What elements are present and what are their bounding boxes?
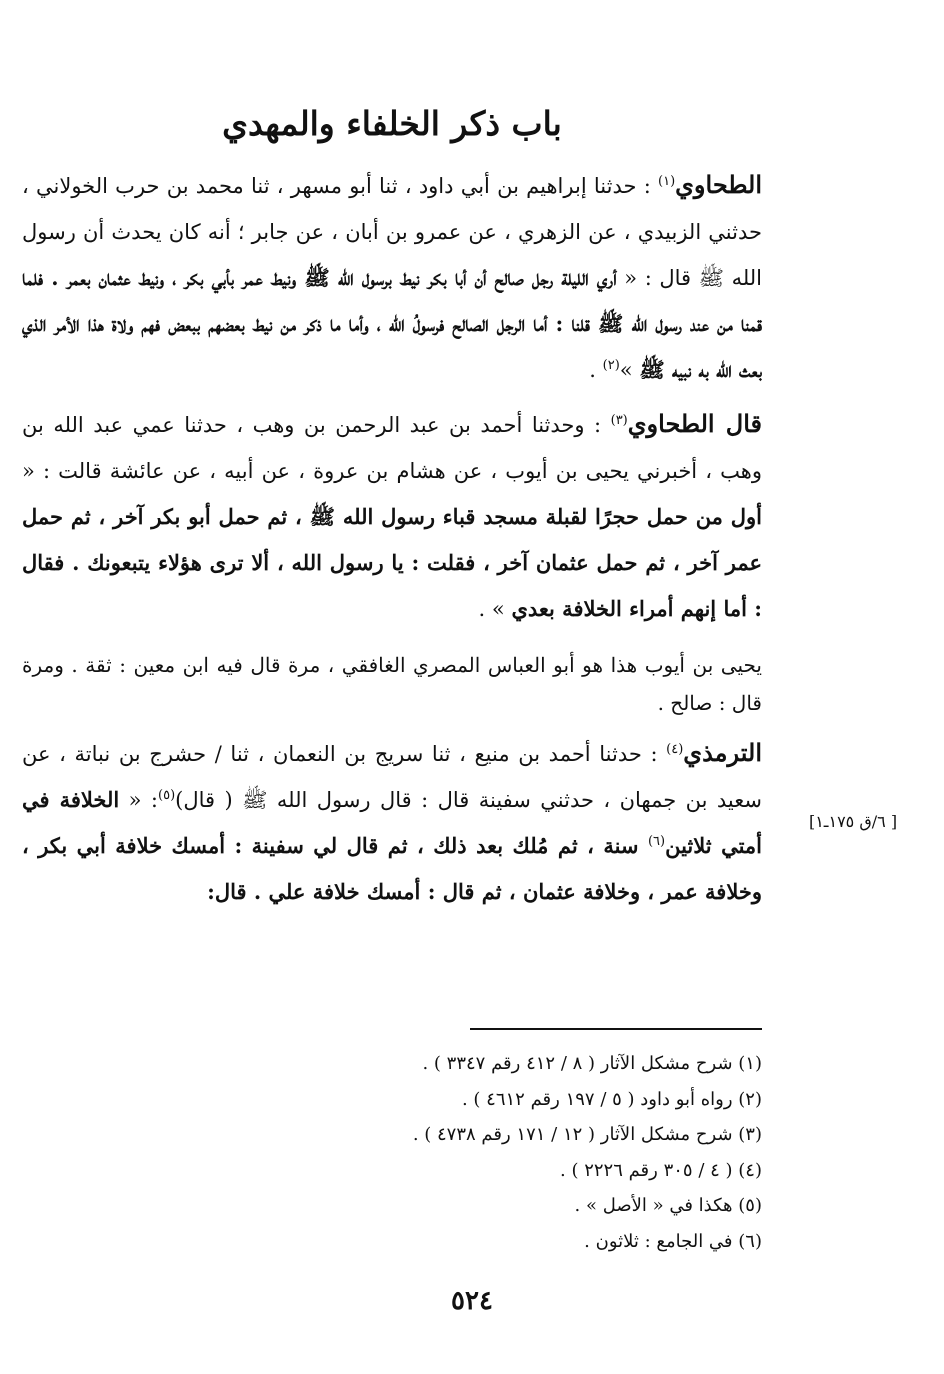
footnote-ref: (٢) [602,358,620,373]
paragraph-tahawi-1 [22,162,762,393]
footnote: (٦) في الجامع : ثلاثون . [584,1230,762,1252]
isnad-text: : حدثنا أحمد بن منيع ، ثنا سريج بن النعمان ، ثنا / حشرج بن نباتة ، عن سعيد بن جمهان ، حدثني سفينة قال : قال رسول الله ﷺ ( قال) [22,742,762,812]
footnote-ref: (٣) [610,413,628,428]
source-name: قال الطحاوي [627,409,762,438]
sentence-end: . [478,597,492,621]
footnote-ref: (٥) [158,788,176,803]
page-number: ٥٢٤ [451,1286,493,1316]
narrator-note: يحيى بن أيوب هذا هو أبو العباس المصري الغافقي ، مرة قال فيه ابن معين : ثقة . ومرة قال : صالح . [22,653,762,715]
isnad-text: : « [119,788,158,812]
footnote: (٥) هكذا في « الأصل » . [574,1195,762,1216]
footnote: (٤) ( ٤ / ٣٠٥ رقم ٢٢٢٦ ) . [560,1159,762,1181]
hadith-text: الخلافة في أمتي ثلاثين [22,787,762,858]
footnote-divider [470,1028,762,1030]
paragraph-tahawi-2 [22,401,762,632]
quote-close: » [491,597,512,621]
isnad-text: : حدثنا إبراهيم بن أبي داود ، ثنا أبو مسهر ، ثنا محمد بن حرب الخولاني ، حدثني الزبيدي ، عن الزهري ، عن عمرو بن أبان ، عن جابر ؛ أنه كان يحدث أن رسول الله ﷺ قال : « [22,174,763,290]
footnote: (٣) شرح مشكل الآثار ( ١٢ / ١٧١ رقم ٤٧٣٨ ) . [412,1124,762,1145]
footnote-ref: (٤) [666,742,684,757]
sentence-end: . [589,358,603,382]
quote-close: » [619,358,640,382]
source-name: الترمذي [683,738,762,767]
hadith-text: أول من حمل حجرًا لقبلة مسجد قباء رسول الله ﷺ ، ثم حمل أبو بكر آخر ، ثم حمل عمر آخر ، ثم حمل عثمان آخر ، فقلت : يا رسول الله ، ألا ترى هؤلاء يتبعونك . فقال : أما إنهم أمراء الخلافة بعدي [22,504,762,621]
paragraph-tirmidhi [22,730,762,915]
hadith-text: أري الليلة رجل صالح أن أبا بكر نيط برسول الله ﷺ ونيط عمر بأبي بكر ، ونيط عثمان بعمر . فلما قمنا من عند رسول الله ﷺ قلنا : أما الرجل الصالح فرسولُ الله ، وأما ما ذكر من نيط بعضهم ببعض فهم ولاة هذا الأمر الذي بعث الله به نبيه ﷺ [22,265,762,382]
footnote: (١) شرح مشكل الآثار ( ٨ / ٤١٢ رقم ٣٣٤٧ ) . [422,1053,762,1074]
footnote-ref: (١) [658,174,676,189]
footnotes [300,1046,762,1259]
footnote-ref: (٦) [647,834,666,849]
main-text [22,100,762,915]
footnote: (٢) رواه أبو داود ( ٥ / ١٩٧ رقم ٤٦١٢ ) . [461,1088,762,1110]
source-name: الطحاوي [675,170,762,199]
hadith-text: سنة ، ثم مُلك بعد ذلك ، ثم قال لي سفينة : أمسك خلافة أبي بكر ، وخلافة عمر ، وخلافة عثمان ، ثم قال : أمسك خلافة علي . قال: [22,833,762,904]
manuscript-margin-ref: [ ٦/ق ١٧٥ـ١] [808,812,898,831]
chapter-title: باب ذكر الخلفاء والمهدي [222,104,562,143]
isnad-text: : وحدثنا أحمد بن عبد الرحمن بن وهب ، حدثنا عمي عبد الله بن وهب ، أخبرني يحيى بن أيوب ، عن هشام بن عروة ، عن أبيه ، عن عائشة قالت : « [22,413,762,483]
